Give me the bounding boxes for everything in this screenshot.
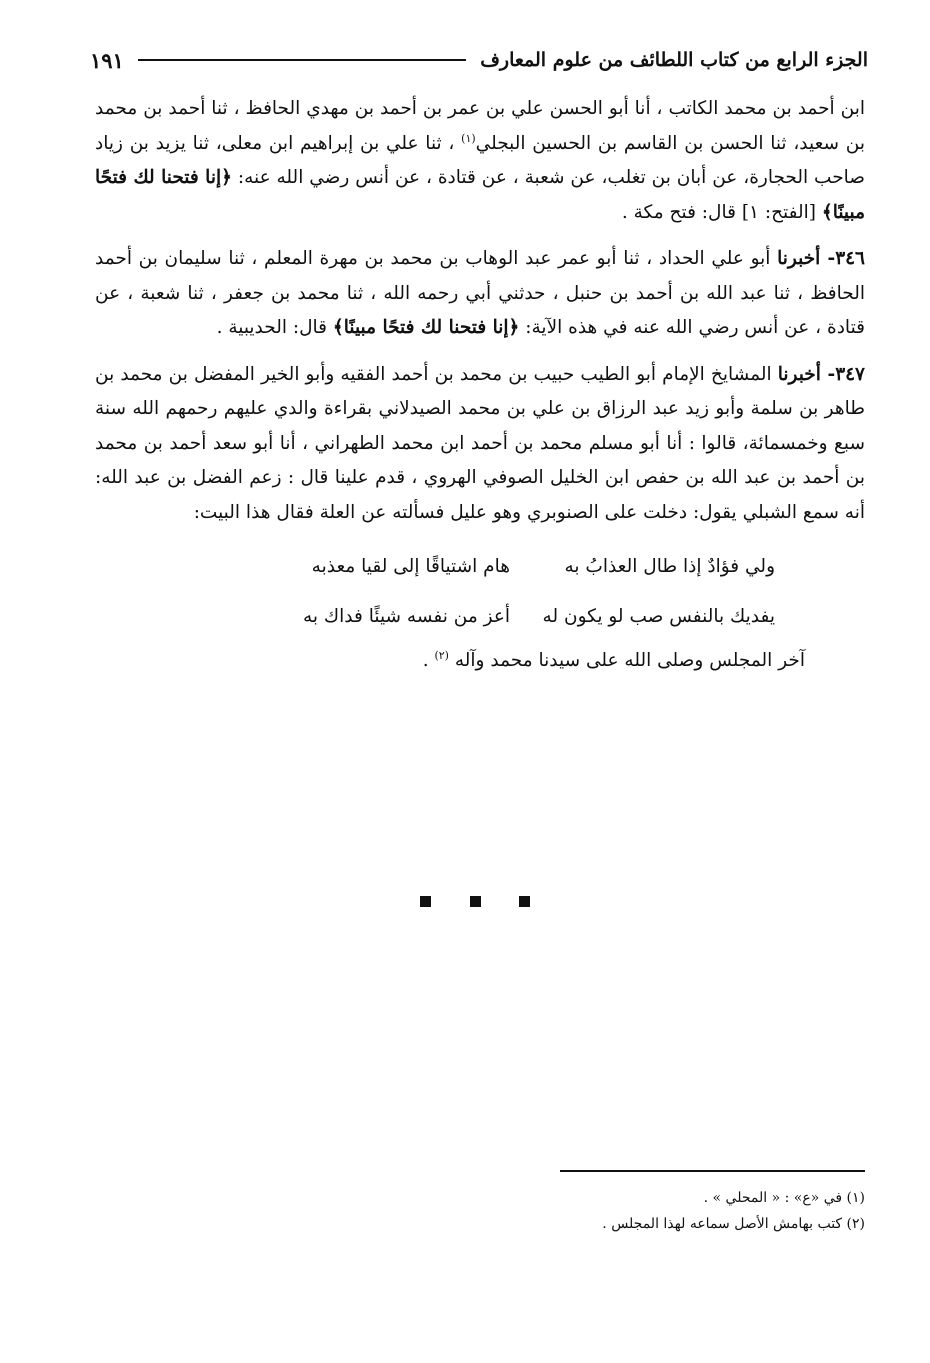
text-run: ، ثنا علي بن إبراهيم ابن معلى، ثنا يزيد بن زياد صاحب الحجارة، عن أبان بن تغلب، عن شعبة ، عن قتادة ، عن أنس رضي الله عنه: [95, 132, 865, 188]
poem [95, 542, 865, 642]
text-run: المشايخ الإمام أبو الطيب حبيب بن محمد بن أحمد الفقيه وأبو الخير المفضل بن محمد بن طاهر بن سلمة وأبو زيد عبد الرزاق بن علي بن محمد الصيدلاني بقراءة والدي عليهم رحمهم الله سنة سبع وخمسمائة، قالوا : أنا أبو مسلم محمد بن أحمد ابن محمد الطهراني ، أنا أبو سعد أحمد بن محمد بن أحمد بن عبد الله بن حفص ابن الخليل الصوفي الهروي ، قدم علينا قال : زعم الفضل بن عبد الله: أنه سمع الشبلي يقول: دخلت على الصنوبري وهو عليل فسألته عن العلة فقال هذا البيت: [95, 363, 865, 523]
closing-line [95, 644, 865, 679]
running-header [90, 40, 868, 80]
section-separator [420, 896, 530, 907]
footnote-ref-1: (١) [461, 131, 476, 145]
text-run: ابن أحمد بن محمد الكاتب ، أنا أبو الحسن علي بن عمر بن أحمد بن مهدي الحافظ ، ثنا أحمد بن محمد بن سعيد، ثنا الحسن بن القاسم بن الحسين البجلي [95, 98, 865, 154]
body-text [95, 92, 865, 691]
verse-2 [95, 592, 865, 642]
text-run: [الفتح: ١] قال: فتح مكة . [621, 201, 822, 223]
header-rule [138, 59, 466, 61]
text-run: آخر المجلس وصلى الله على سيدنا محمد وآله [454, 650, 805, 671]
running-title: الجزء الرابع من كتاب اللطائف من علوم المعارف [480, 49, 868, 71]
square-ornament [470, 896, 481, 907]
footnote-1: (١) في «ع» : « المحلي » . [703, 1190, 865, 1206]
paragraph-intro [95, 92, 865, 230]
text-run: . [422, 650, 435, 671]
quran-quote: ﴿إنا فتحنا لك فتحًا مبينًا﴾ [332, 317, 520, 338]
paragraph-number: ٣٤٧- أخبرنا [777, 363, 865, 385]
footnote-rule [560, 1170, 865, 1172]
hemistich-first: يفديك بالنفس صب لو يكون له [542, 605, 775, 627]
verse-1 [95, 542, 865, 592]
paragraph-346 [95, 242, 865, 346]
text-run: أبو علي الحداد ، ثنا أبو عمر عبد الوهاب بن محمد بن مهرة المعلم ، ثنا سليمان بن أحمد الحافظ ، ثنا عبد الله بن أحمد بن حنبل ، حدثني أبي رحمه الله ، ثنا محمد بن جعفر ، ثنا شعبة ، عن قتادة ، عن أنس رضي الله عنه في هذه الآية: [95, 248, 865, 338]
hemistich-second: أعز من نفسه شيئًا فداك به [302, 605, 510, 627]
page-number: ١٩١ [90, 47, 124, 73]
hemistich-first: ولي فؤادٌ إذا طال العذابُ به [564, 555, 775, 577]
hemistich-second: هام اشتياقًا إلى لقيا معذبه [311, 555, 510, 577]
footnote-ref-2: (٢) [434, 648, 449, 662]
footnote-2: (٢) كتب بهامش الأصل سماعه لهذا المجلس . [602, 1216, 865, 1232]
square-ornament [420, 896, 431, 907]
quran-quote: ﴿إنا فتحنا لك فتحًا مبينًا﴾ [95, 167, 865, 223]
text-run: قال: الحديبية . [216, 317, 333, 338]
footnotes [420, 1185, 865, 1237]
paragraph-347 [95, 358, 865, 531]
square-ornament [519, 896, 530, 907]
paragraph-number: ٣٤٦- أخبرنا [777, 248, 865, 269]
